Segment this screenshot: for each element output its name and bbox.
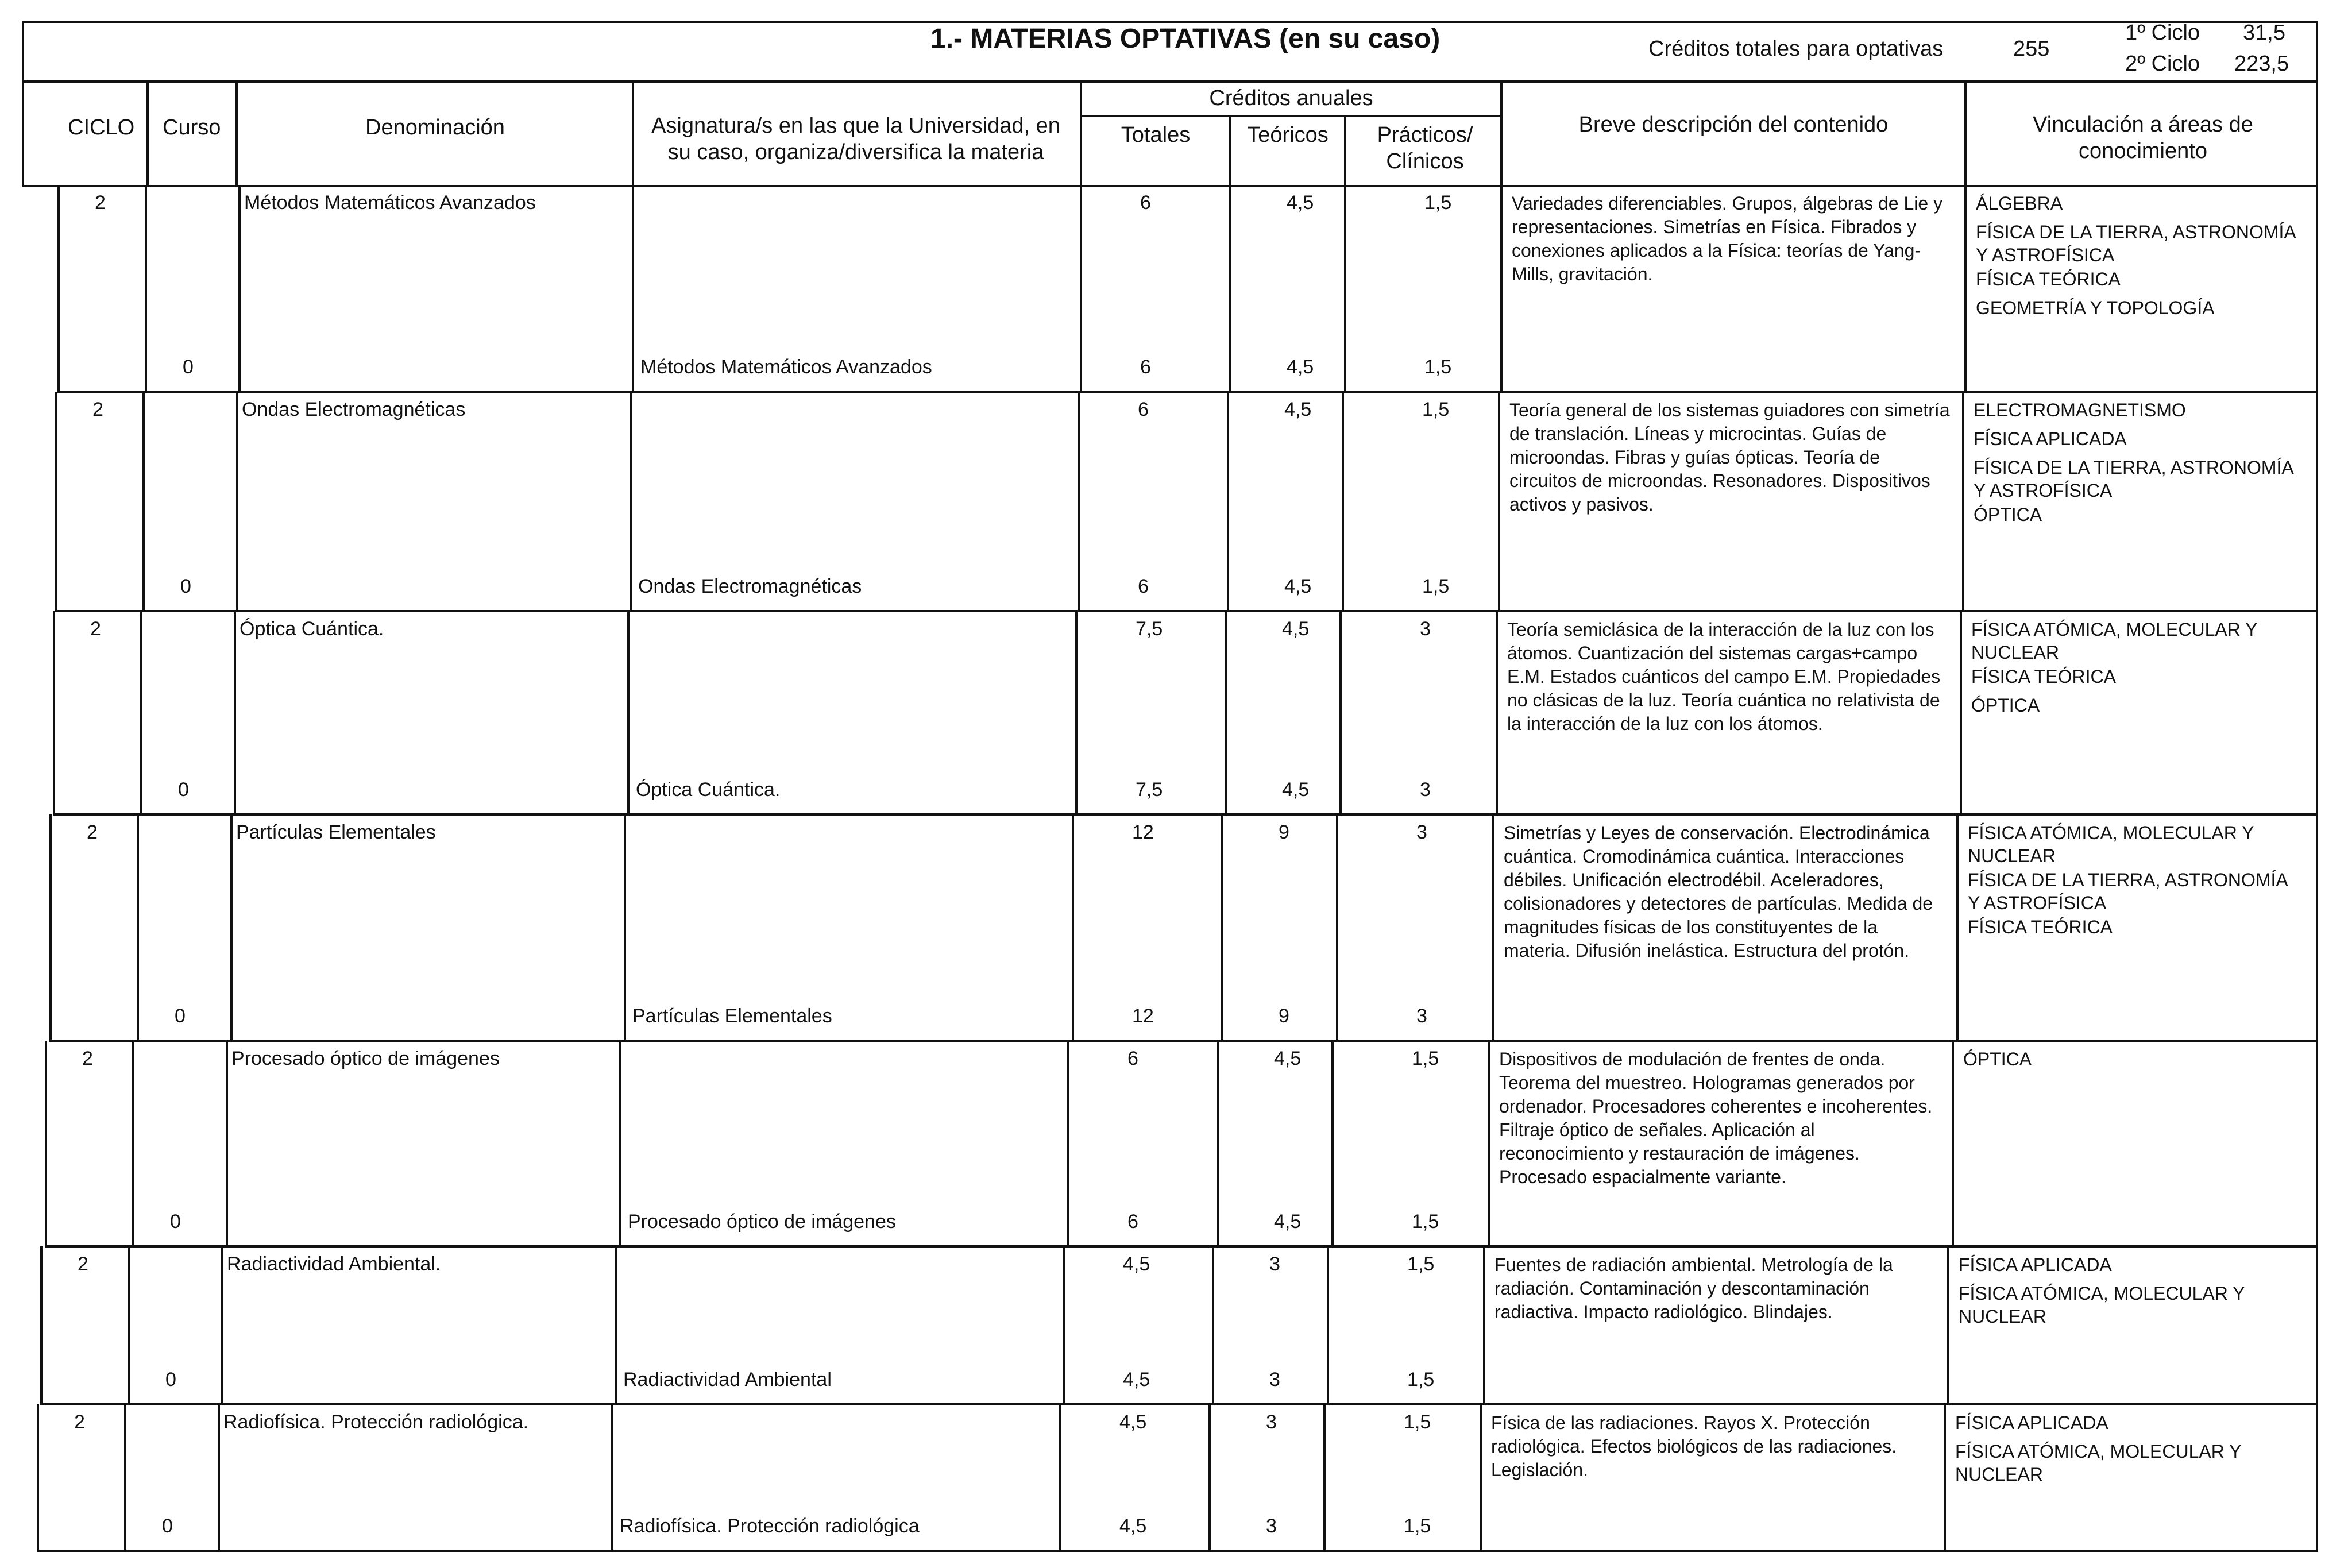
cell-area: ÁLGEBRA (1976, 193, 2063, 214)
cell-teoricos-sub: 4,5 (1284, 576, 1312, 597)
rule (1483, 1246, 1485, 1404)
rule (1947, 1246, 1949, 1404)
rule (632, 185, 634, 392)
cell-practicos: 1,5 (1407, 1253, 1435, 1275)
rule (1080, 185, 1082, 392)
cell-practicos: 1,5 (1422, 399, 1450, 420)
rule (1327, 1246, 1329, 1404)
rule (22, 185, 2318, 187)
cell-practicos-sub: 3 (1416, 1005, 1427, 1027)
cell-area: FÍSICA APLICADA (1955, 1412, 2108, 1433)
cell-area: FÍSICA ATÓMICA, MOLECULAR Y NUCLEAR (1955, 1441, 2241, 1485)
rule (55, 610, 2318, 612)
cell-teoricos: 4,5 (1282, 618, 1310, 640)
rule (128, 1246, 130, 1404)
rule (218, 1404, 220, 1551)
rule (1072, 814, 1074, 1041)
rule (1331, 1041, 1334, 1246)
ciclo1-label: 1º Ciclo (2125, 21, 2200, 45)
rule (57, 391, 2318, 393)
cell-asignatura: Partículas Elementales (632, 1005, 832, 1027)
rule (1080, 115, 1503, 117)
col-ciclo: CICLO (68, 115, 135, 140)
cell-denominacion: Óptica Cuántica. (240, 618, 384, 640)
rule (1323, 1404, 1326, 1551)
cell-curso: 0 (170, 1211, 181, 1233)
cell-totales: 6 (1140, 192, 1151, 214)
cell-denominacion: Partículas Elementales (236, 821, 436, 843)
rule (132, 1041, 134, 1246)
cell-area: ÓPTICA (1963, 1049, 2032, 1069)
cell-asignatura: Procesado óptico de imágenes (628, 1211, 896, 1233)
rule (1221, 814, 1223, 1041)
rule (1339, 611, 1342, 814)
rule (1964, 185, 1967, 392)
rule (235, 80, 238, 187)
creditos-total: 255 (2013, 37, 2050, 61)
cell-teoricos-sub: 3 (1266, 1515, 1277, 1537)
cell-descripcion: Variedades diferenciables. Grupos, álgebras de Lie y representaciones. Simetrías en Física. Fibrados y conexiones aplicados a la Física: teorías de Yang-Mills, gravitación. (1512, 193, 1943, 284)
cell-curso: 0 (178, 779, 189, 801)
cell-ciclo: 2 (95, 192, 106, 214)
cell-teoricos: 4,5 (1287, 192, 1314, 214)
rule (49, 814, 52, 1041)
rule (2316, 392, 2318, 611)
col-vinculacion: Vinculación a áreas de conocimiento (2033, 113, 2253, 163)
cell-area: FÍSICA TEÓRICA (1976, 269, 2121, 289)
cell-totales-sub: 4,5 (1123, 1369, 1150, 1391)
cell-totales: 12 (1132, 821, 1154, 843)
rule (1344, 185, 1346, 392)
cell-area: FÍSICA TEÓRICA (1971, 666, 2116, 687)
cell-descripcion: Teoría general de los sistemas guiadores con simetría de translación. Líneas y microcintas. Guías de microondas. Fibras y guías ópticas. Teoría de circuitos de microondas. Resonadores. Dispositivos activos y pasivos. (1509, 400, 1950, 515)
cell-ciclo: 2 (78, 1253, 88, 1275)
rule (37, 1550, 2318, 1552)
cell-curso: 0 (183, 356, 194, 378)
rule (1344, 115, 1346, 187)
rule (2316, 21, 2318, 187)
rule (615, 1246, 617, 1404)
rule (238, 185, 241, 392)
ciclo2-label: 2º Ciclo (2125, 52, 2200, 76)
cell-denominacion: Radiofísica. Protección radiológica. (223, 1411, 529, 1433)
cell-denominacion: Métodos Matemáticos Avanzados (244, 192, 536, 214)
cell-asignatura: Radiofísica. Protección radiológica (620, 1515, 920, 1537)
cell-teoricos-sub: 3 (1269, 1369, 1280, 1391)
rule (40, 1403, 2318, 1405)
rule (1078, 392, 1080, 611)
rule (45, 1245, 2318, 1248)
cell-ciclo: 2 (87, 821, 98, 843)
rule (40, 1246, 43, 1404)
cell-area: FÍSICA DE LA TIERRA, ASTRONOMÍA Y ASTROFÍSICA (1974, 457, 2293, 501)
cell-area: FÍSICA ATÓMICA, MOLECULAR Y NUCLEAR (1968, 822, 2254, 866)
rule (1964, 80, 1967, 187)
cell-practicos-sub: 1,5 (1404, 1515, 1431, 1537)
cell-teoricos: 3 (1269, 1253, 1280, 1275)
rule (2316, 1041, 2318, 1246)
cell-totales-sub: 4,5 (1119, 1515, 1147, 1537)
cell-area: FÍSICA ATÓMICA, MOLECULAR Y NUCLEAR (1959, 1283, 2245, 1327)
cell-denominacion: Radiactividad Ambiental. (227, 1253, 441, 1275)
cell-totales-sub: 12 (1132, 1005, 1154, 1027)
rule (2316, 611, 2318, 814)
rule (37, 1404, 39, 1551)
cell-practicos: 1,5 (1412, 1048, 1439, 1069)
col-curso: Curso (163, 115, 221, 140)
rule (611, 1404, 613, 1551)
rule (230, 814, 233, 1041)
cell-totales-sub: 6 (1140, 356, 1151, 378)
rule (1336, 814, 1338, 1041)
rule (55, 392, 57, 611)
rule (124, 1404, 126, 1551)
cell-descripcion: Simetrías y Leyes de conservación. Electrodinámica cuántica. Cromodinámica cuántica. Interacciones débiles. Unificación electrodébil. Aceleradores, colisionadores y detectores de partículas. Medida de magnitudes físicas de los constituyentes de la materia. Difusión inelástica. Estructura del protón. (1504, 822, 1933, 961)
cell-teoricos: 4,5 (1284, 399, 1312, 420)
cell-teoricos-sub: 4,5 (1282, 779, 1310, 801)
rule (1962, 392, 1964, 611)
rule (142, 392, 145, 611)
cell-totales-sub: 6 (1138, 576, 1149, 597)
rule (627, 611, 630, 814)
rule (234, 611, 236, 814)
rule (1063, 1246, 1065, 1404)
cell-teoricos-sub: 4,5 (1287, 356, 1314, 378)
cell-area: FÍSICA APLICADA (1974, 428, 2127, 449)
ciclo1-value: 31,5 (2243, 21, 2285, 45)
rule (45, 1041, 47, 1246)
cell-asignatura: Óptica Cuántica. (636, 779, 781, 801)
cell-totales-sub: 7,5 (1136, 779, 1163, 801)
cell-curso: 0 (180, 576, 191, 597)
cell-practicos-sub: 3 (1420, 779, 1431, 801)
cell-asignatura: Radiactividad Ambiental (623, 1369, 832, 1391)
rule (53, 611, 55, 814)
cell-totales: 4,5 (1123, 1253, 1150, 1275)
cell-descripcion: Física de las radiaciones. Rayos X. Protección radiológica. Efectos biológicos de las radiaciones. Legislación. (1491, 1412, 1897, 1480)
rule (2316, 1246, 2318, 1404)
rule (146, 80, 149, 187)
rule (1342, 392, 1344, 611)
cell-area: FÍSICA ATÓMICA, MOLECULAR Y NUCLEAR (1971, 619, 2257, 663)
rule (624, 814, 626, 1041)
cell-totales-sub: 6 (1127, 1211, 1138, 1233)
rule (140, 611, 142, 814)
rule (1492, 814, 1494, 1041)
cell-practicos: 1,5 (1424, 192, 1452, 214)
col-practicos: Prácticos/ Clínicos (1377, 123, 1473, 173)
cell-asignatura: Métodos Matemáticos Avanzados (640, 356, 932, 378)
rule (57, 185, 60, 392)
col-creditos-anuales: Créditos anuales (1209, 86, 1373, 110)
rule (1488, 1041, 1490, 1246)
rule (1075, 611, 1078, 814)
rule (1960, 611, 1962, 814)
rule (226, 1041, 228, 1246)
cell-area: ÓPTICA (1974, 504, 2042, 525)
cell-teoricos: 3 (1266, 1411, 1277, 1433)
cell-denominacion: Procesado óptico de imágenes (231, 1048, 500, 1069)
cell-practicos-sub: 1,5 (1422, 576, 1450, 597)
cell-practicos: 1,5 (1404, 1411, 1431, 1433)
rule (221, 1246, 223, 1404)
page-title: 1.- MATERIAS OPTATIVAS (en su caso) (930, 24, 1441, 54)
rule (1956, 814, 1959, 1041)
cell-denominacion: Ondas Electromagnéticas (242, 399, 466, 420)
cell-area: ELECTROMAGNETISMO (1974, 400, 2186, 420)
cell-asignatura: Ondas Electromagnéticas (638, 576, 862, 597)
cell-ciclo: 2 (90, 618, 101, 640)
rule (1944, 1404, 1946, 1551)
rule (1227, 392, 1229, 611)
rule (53, 813, 2318, 816)
col-totales: Totales (1121, 123, 1191, 147)
cell-area: ÓPTICA (1971, 695, 2040, 716)
rule (22, 80, 2318, 83)
cell-practicos-sub: 1,5 (1412, 1211, 1439, 1233)
creditos-label: Créditos totales para optativas (1648, 37, 1944, 61)
cell-teoricos: 9 (1279, 821, 1289, 843)
cell-teoricos-sub: 4,5 (1274, 1211, 1302, 1233)
cell-ciclo: 2 (74, 1411, 85, 1433)
cell-teoricos-sub: 9 (1279, 1005, 1289, 1027)
rule (1208, 1404, 1211, 1551)
rule (137, 814, 139, 1041)
cell-totales: 4,5 (1119, 1411, 1147, 1433)
rule (2316, 1404, 2318, 1551)
cell-practicos-sub: 1,5 (1407, 1369, 1435, 1391)
cell-curso: 0 (165, 1369, 176, 1391)
rule (1498, 392, 1500, 611)
rule (22, 21, 24, 187)
rule (1225, 611, 1227, 814)
rule (1067, 1041, 1069, 1246)
cell-descripcion: Fuentes de radiación ambiental. Metrología de la radiación. Contaminación y descontaminación radiactiva. Impacto radiológico. Blindajes. (1494, 1254, 1893, 1322)
cell-curso: 0 (162, 1515, 173, 1537)
rule (1500, 185, 1503, 392)
col-teoricos: Teóricos (1247, 123, 1329, 147)
rule (1496, 611, 1498, 814)
rule (619, 1041, 621, 1246)
col-descripcion: Breve descripción del contenido (1578, 113, 1889, 137)
cell-ciclo: 2 (82, 1048, 93, 1069)
cell-practicos-sub: 1,5 (1424, 356, 1452, 378)
cell-teoricos: 4,5 (1274, 1048, 1302, 1069)
col-denominacion: Denominación (365, 115, 505, 140)
rule (1217, 1041, 1219, 1246)
rule (2316, 814, 2318, 1041)
rule (632, 80, 634, 187)
cell-ciclo: 2 (92, 399, 103, 420)
rule (22, 21, 2318, 23)
cell-area: FÍSICA APLICADA (1959, 1254, 2112, 1275)
rule (1480, 1404, 1482, 1551)
rule (1952, 1041, 1954, 1246)
cell-descripcion: Dispositivos de modulación de frentes de onda. Teorema del muestreo. Hologramas generados por ordenador. Procesadores coherentes e incoherentes. Filtraje óptico de señales. Aplicación al reconocimiento y restauración de imágenes. Procesado espacialmente variante. (1499, 1049, 1933, 1187)
ciclo2-value: 223,5 (2234, 52, 2289, 76)
rule (1229, 185, 1231, 392)
cell-totales: 6 (1138, 399, 1149, 420)
rule (630, 392, 632, 611)
cell-descripcion: Teoría semiclásica de la interacción de la luz con los átomos. Cuantización del sistemas cargas+campo E.M. Estados cuánticos del campo E.M. Propiedades no clásicas de la luz. Teoría cuántica no relativista de la interacción de la luz con los átomos. (1507, 619, 1941, 734)
rule (236, 392, 238, 611)
rule (1212, 1246, 1214, 1404)
cell-area: GEOMETRÍA Y TOPOLOGÍA (1976, 298, 2215, 318)
cell-totales: 7,5 (1136, 618, 1163, 640)
rule (145, 185, 147, 392)
cell-practicos: 3 (1416, 821, 1427, 843)
col-asignatura: Asignatura/s en las que la Universidad, en su caso, organiza/diversifica la materia (651, 114, 1060, 164)
cell-curso: 0 (175, 1005, 186, 1027)
rule (2316, 185, 2318, 392)
cell-area: FÍSICA DE LA TIERRA, ASTRONOMÍA Y ASTROFÍSICA (1968, 870, 2287, 913)
rule (1059, 1404, 1061, 1551)
cell-practicos: 3 (1420, 618, 1431, 640)
cell-totales: 6 (1127, 1048, 1138, 1069)
cell-area: FÍSICA DE LA TIERRA, ASTRONOMÍA Y ASTROFÍSICA (1976, 222, 2295, 265)
rule (49, 1040, 2318, 1042)
cell-area: FÍSICA TEÓRICA (1968, 917, 2113, 937)
